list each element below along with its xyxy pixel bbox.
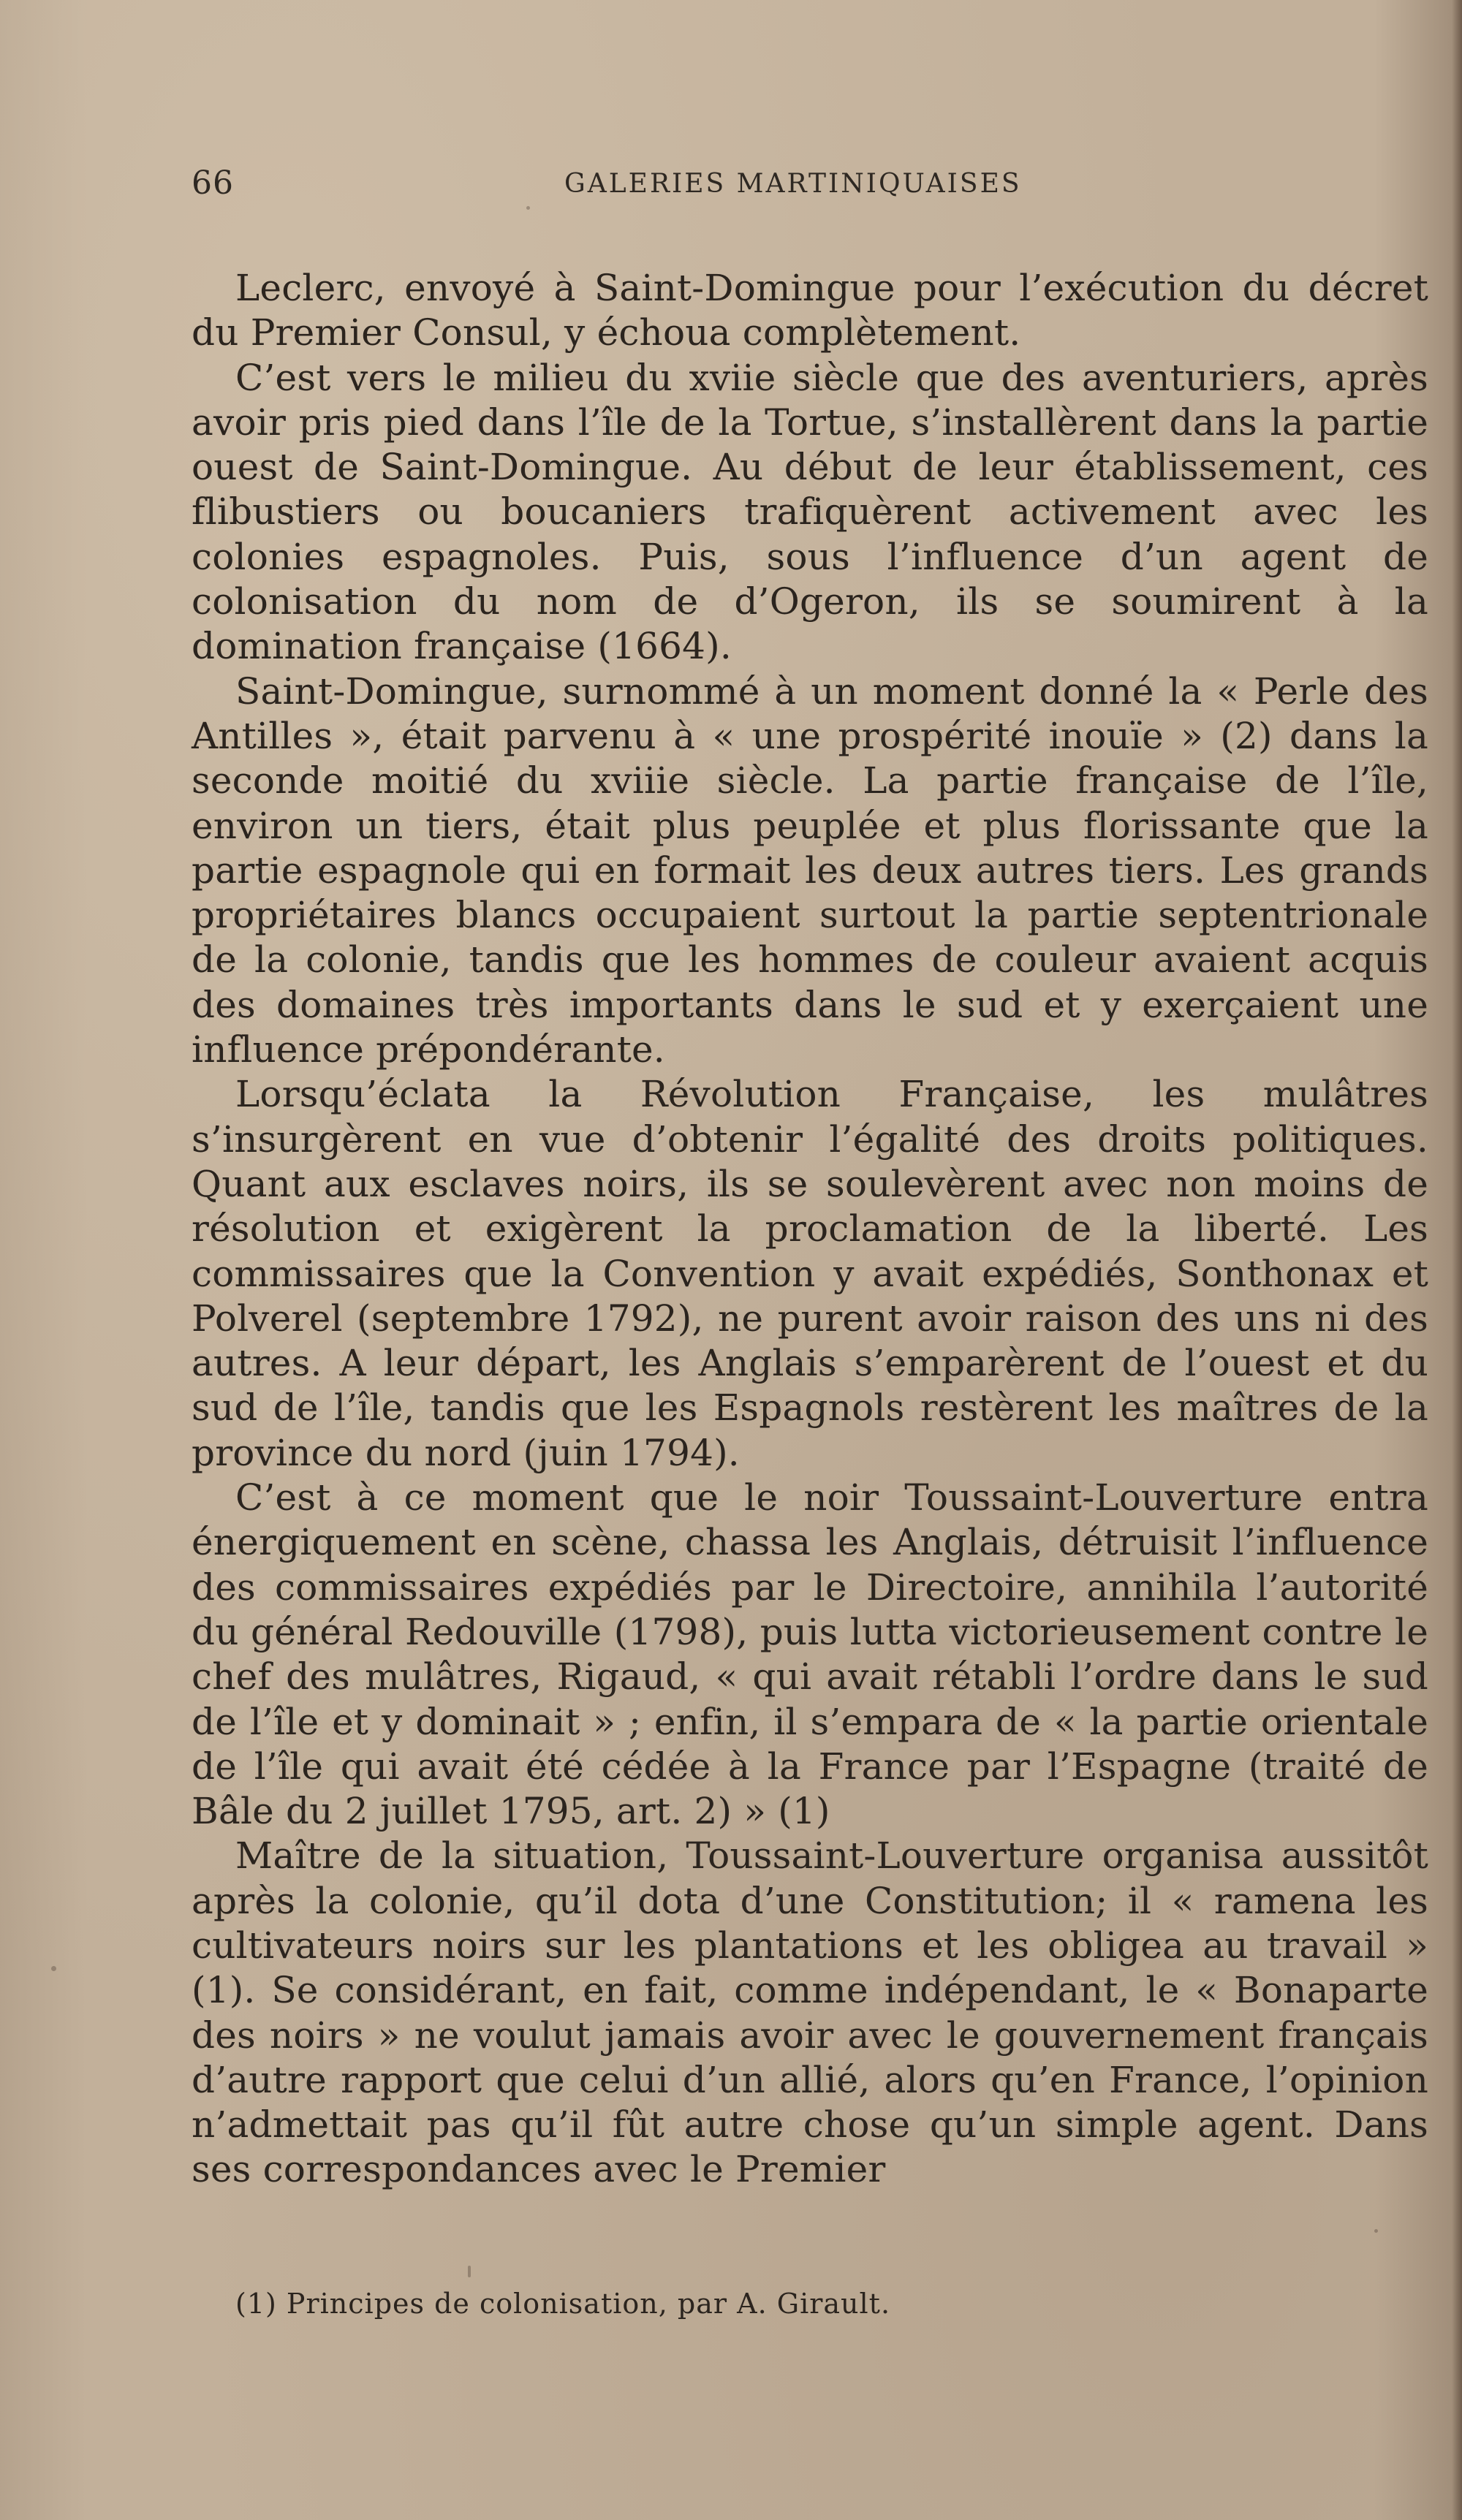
paper-speck: [1374, 2229, 1378, 2233]
paper-speck: [468, 2266, 471, 2277]
paragraph: C’est à ce moment que le noir Toussaint-Louverture entra énergiquement en scène, chassa les Anglais, détruisit l’influence des commissaires expédiés par le Directoire, annihila l’autorité du général Redouville (1798), puis lutta victorieusement contre le chef des mulâtres, Rigaud, « qui avait rétabli l’ordre dans le sud de l’île et y dominait » ; enfin, il s’empara de « la partie orientale de l’île qui avait été cédée à la France par l’Espagne (traité de Bâle du 2 juillet 1795, art. 2) » (1): [192, 1476, 1428, 1833]
footnote: (1) Principes de colonisation, par A. Girault.: [235, 2288, 891, 2320]
page-number: 66: [192, 164, 234, 202]
paragraph: Maître de la situation, Toussaint-Louverture organisa aussitôt après la colonie, qu’il dota d’une Constitution; il « ramena les cultivateurs noirs sur les plantations et les obligea au travail » (1). Se considérant, en fait, comme indépendant, le « Bonaparte des noirs » ne voulut jamais avoir avec le gouvernement français d’autre rapport que celui d’un allié, alors qu’en France, l’opinion n’admettait pas qu’il fût autre chose qu’un simple agent. Dans ses correspondances avec le Premier: [192, 1834, 1428, 2191]
body-text: [192, 266, 1428, 2193]
paragraph: Lorsqu’éclata la Révolution Française, les mulâtres s’insurgèrent en vue d’obtenir l’égalité des droits politiques. Quant aux esclaves noirs, ils se soulevèrent avec non moins de résolution et exigèrent la proclamation de la liberté. Les commissaires que la Convention y avait expédiés, Sonthonax et Polverel (septembre 1792), ne purent avoir raison des uns ni des autres. A leur départ, les Anglais s’emparèrent de l’ouest et du sud de l’île, tandis que les Espagnols restèrent les maîtres de la province du nord (juin 1794).: [192, 1073, 1428, 1474]
paper-speck: [526, 206, 530, 210]
paragraph: Saint-Domingue, surnommé à un moment donné la « Perle des Antilles », était parvenu à « une prospérité inouïe » (2) dans la seconde moitié du xviiie siècle. La partie française de l’île, environ un tiers, était plus peuplée et plus florissante que la partie espagnole qui en formait les deux autres tiers. Les grands propriétaires blancs occupaient surtout la partie septentrionale de la colonie, tandis que les hommes de couleur avaient acquis des domaines très importants dans le sud et y exerçaient une influence prépondérante.: [192, 669, 1428, 1071]
paper-speck: [51, 1966, 56, 1971]
paragraph: Leclerc, envoyé à Saint-Domingue pour l’exécution du décret du Premier Consul, y échoua complètement.: [192, 267, 1428, 354]
page-edge-shadow: [1452, 0, 1462, 2520]
page-header: [192, 164, 1434, 216]
running-title: GALERIES MARTINIQUAISES: [564, 169, 1022, 199]
paragraph: C’est vers le milieu du xviie siècle que des aventuriers, après avoir pris pied dans l’île de la Tortue, s’installèrent dans la partie ouest de Saint-Domingue. Au début de leur établissement, ces flibustiers ou boucaniers trafiquèrent activement avec les colonies espagnoles. Puis, sous l’influence d’un agent de colonisation du nom de d’Ogeron, ils se soumirent à la domination française (1664).: [192, 356, 1428, 668]
